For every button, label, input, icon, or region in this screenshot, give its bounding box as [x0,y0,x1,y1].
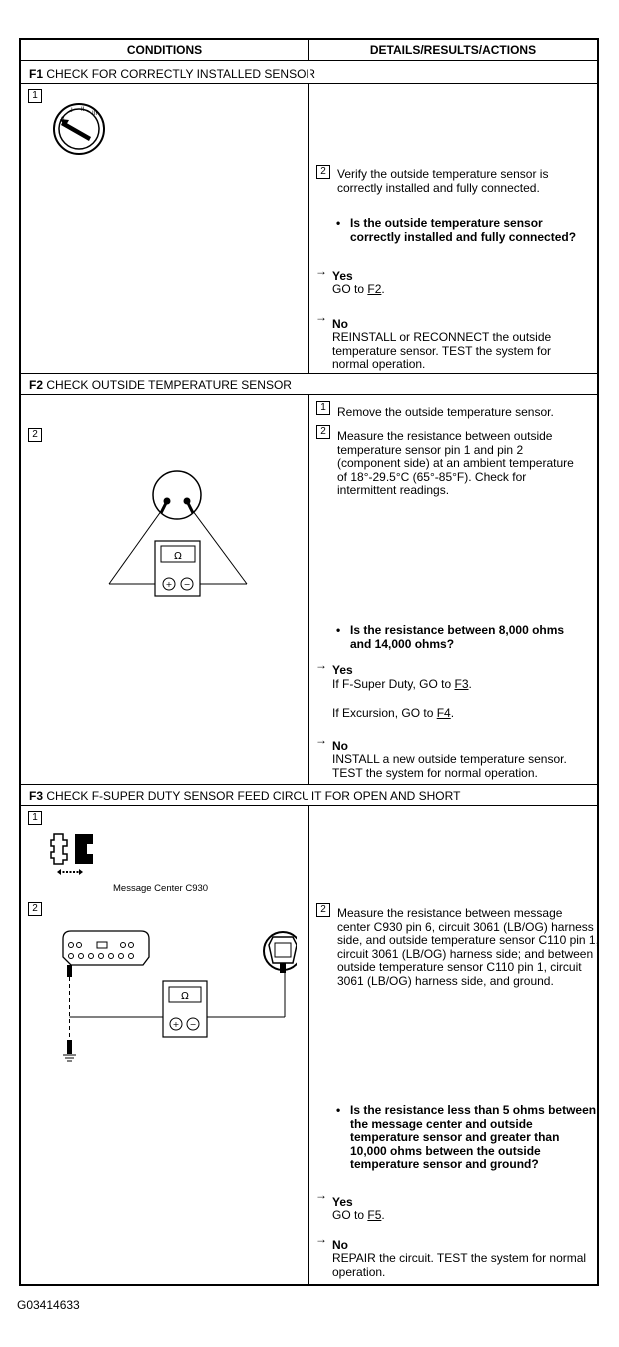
step-box: 2 [316,165,330,179]
step-box: 1 [316,401,330,415]
row-divider [21,805,597,806]
f3-yes-label: Yes [332,1195,353,1209]
svg-text:+: + [172,1020,180,1029]
arrow-icon: → [315,310,327,324]
arrow-icon: → [315,658,327,672]
svg-text:II: II [81,107,85,113]
title-cover [308,374,310,394]
f1-yes-action: GO to F2. [332,282,385,296]
f1-yes-label: Yes [332,269,353,283]
f2-measure-text: Measure the resistance between outside temperature sensor pin 1 and pin 2 (component side) at an ambient temperature of 18°-29.5°C (65°-85°F). Check for intermittent readings. [337,429,574,497]
f2-no-label: No [332,739,348,753]
f2-no-action: INSTALL a new outside temperature sensor. TEST the system for normal operation. [332,752,567,780]
circuit-measurement-figure [57,925,297,1065]
f1-no-label: No [332,317,348,331]
svg-text:−: − [183,580,191,589]
f3-question: • Is the resistance less than 5 ohms between the message center and outside temperature sensor and greater than 10,000 ohms between the outside temperature sensor and ground? [350,1104,598,1172]
step-box: 2 [316,425,330,439]
f2-remove-text: Remove the outside temperature sensor. [337,405,554,419]
step-box: 2 [316,903,330,917]
svg-text:III: III [92,111,98,117]
f2-yes-action-1: If F-Super Duty, GO to F3. [332,677,472,691]
f1-question: • Is the outside temperature sensor correctly installed and fully connected? [350,217,595,244]
connector-caption: Message Center C930 [113,883,209,894]
ignition-switch-figure [51,101,107,157]
row-divider [21,83,597,84]
title-cover [308,61,310,83]
row-divider [21,394,597,395]
f1-verify-text: Verify the outside temperature sensor is correctly installed and fully connected. [337,167,549,195]
f3-yes-action: GO to F5. [332,1208,385,1222]
ohm-symbol: Ω [174,551,182,562]
figure-id: G03414633 [17,1298,80,1312]
f3-measure-text: Measure the resistance between message center C930 pin 6, circuit 3061 (LB/OG) harness side, and outside temperature sensor C110 pin 1, circuit 3061 (LB/OG) harness side; and between outside temperature sensor C110 pin 1, circuit 3061 (LB/OG) harness side, and ground. [337,906,599,988]
f3-link[interactable]: F3 [454,677,469,691]
svg-text:Ω: Ω [181,991,189,1002]
title-cover [308,785,310,805]
section-f1-title: F1 CHECK FOR CORRECTLY INSTALLED SENSOR [29,67,316,81]
f5-link[interactable]: F5 [367,1208,382,1222]
step-box: 1 [28,811,42,825]
step-box: 2 [28,428,42,442]
diagnostic-table [19,38,599,1286]
f2-question: • Is the resistance between 8,000 ohms and 14,000 ohms? [350,624,585,651]
f1-no-action: REINSTALL or RECONNECT the outside temperature sensor. TEST the system for normal operation. [332,330,552,371]
section-f3-title: F3 CHECK F-SUPER DUTY SENSOR FEED CIRCUIT FOR OPEN AND SHORT [29,789,461,803]
connector-figure [49,830,109,880]
arrow-icon: → [315,1188,327,1202]
svg-text:−: − [189,1020,197,1029]
arrow-icon: → [315,1232,327,1246]
svg-text:+: + [165,580,173,589]
f2-link[interactable]: F2 [367,282,382,296]
header-details: DETAILS/RESULTS/ACTIONS [369,43,537,57]
f2-yes-action-2: If Excursion, GO to F4. [332,706,455,720]
svg-text:I: I [71,108,73,114]
step-box: 1 [28,89,42,103]
arrow-icon: → [315,733,327,747]
column-divider [308,40,309,1284]
f4-link[interactable]: F4 [436,706,451,720]
f2-yes-label: Yes [332,663,353,677]
sensor-ohmmeter-figure [101,455,253,600]
section-f2-title: F2 CHECK OUTSIDE TEMPERATURE SENSOR [29,378,292,392]
step-box: 2 [28,902,42,916]
header-conditions: CONDITIONS [126,43,203,57]
arrow-icon: → [315,264,327,278]
f3-no-label: No [332,1238,348,1252]
f3-no-action: REPAIR the circuit. TEST the system for normal operation. [332,1251,587,1279]
